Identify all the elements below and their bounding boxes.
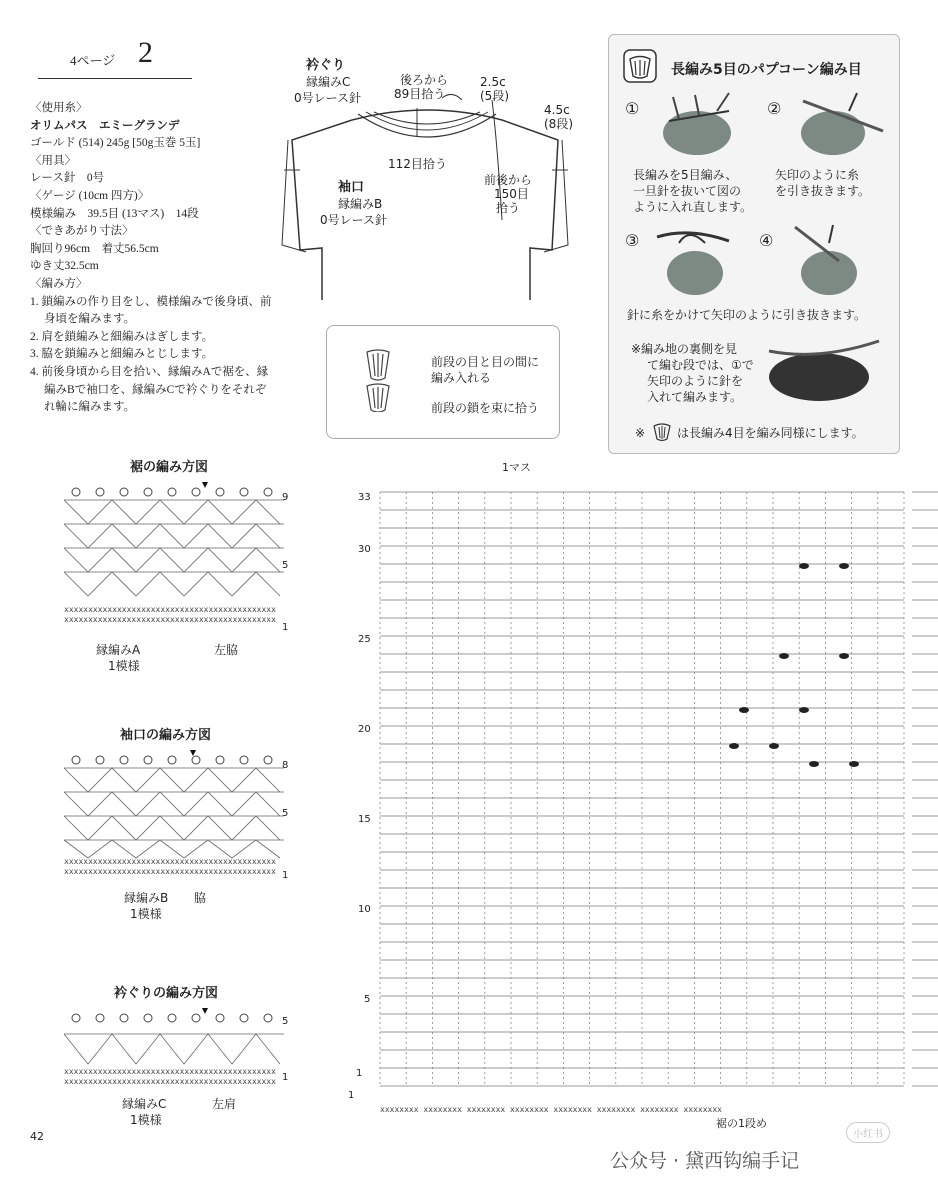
materials-line: 〈編み方〉 [30,277,88,290]
fb-pick-verb: 拾う [496,201,521,215]
svg-text:xxxxxxxxxxxxxxxxxxxxxxxxxxxxxx: xxxxxxxxxxxxxxxxxxxxxxxxxxxxxxxxxxxxxxxxxxxx [64,857,276,866]
popcorn-mark [799,563,809,569]
materials-line: レース針 0号 [30,172,105,185]
step34-text: 針に糸をかけて矢印のように引き抜きます。 [627,308,867,322]
instruction-step: 3. 脇を鎖編みと細編みとじします。 [30,348,214,361]
cuff-chart-diagram [60,746,310,886]
cuff-chart-title: 袖口の編み方図 [120,728,212,743]
hem-row-9: 9 [282,492,289,503]
instruction-step: 2. 肩を鎖編みと細編みはぎします。 [30,330,214,343]
note-text-4: 入れて編みます。 [647,390,743,404]
materials-line: 〈用具〉 [30,154,76,167]
popcorn-step1-illustration [649,91,745,161]
neck-repeat-label: 1模様 [130,1113,162,1127]
neck-chart-title: 衿ぐりの編み方図 [114,986,219,1001]
legend-item-1a: 前段の目と目の間に [431,355,540,369]
step-number-4: ④ [759,231,774,250]
row-label-15: 15 [358,814,371,825]
hem-first-row-label: 裾の1段め [716,1117,767,1130]
svg-text:xxxxxxxxxxxxxxxxxxxxxxxxxxxxxx: xxxxxxxxxxxxxxxxxxxxxxxxxxxxxxxxxxxxxxxxxxxx [64,615,276,624]
popcorn-step2-illustration [789,91,885,161]
page-number-large: 2 [138,36,153,69]
step1-text-2: 一旦針を抜いて図の [633,184,742,198]
materials-line: 〈できあがり寸法〉 [30,225,134,238]
back-pick-count: 89目拾う [394,87,446,101]
fb-pick-label: 前後から [484,173,533,187]
back-pick-label: 後ろから [400,73,449,87]
cuff-edge-label: 縁編みB [124,891,169,905]
body-chart-grid [344,480,938,1120]
cuff-side-label: 脇 [194,891,207,905]
fb-pick-count: 150目 [494,187,529,201]
popcorn-step4-illustration [789,223,885,299]
row-label-20: 20 [358,724,371,735]
svg-text:xxxxxxxxxxxxxxxxxxxxxxxxxxxxxx: xxxxxxxxxxxxxxxxxxxxxxxxxxxxxxxxxxxxxxxxxxxx [64,867,276,876]
materials-line: オリムパス エミーグランデ [30,119,180,132]
popcorn-mark [839,653,849,659]
cuff-title: 袖口 [338,180,365,195]
hem-row-1: 1 [282,622,289,633]
watermark-stamp: 小红书 [846,1122,890,1143]
row-label-1-base: 1 [348,1090,355,1101]
garment-schematic [262,40,592,310]
materials-line: 模様編み 39.5目 (13マス) 14段 [30,207,199,220]
legend-item-1b: 編み入れる [431,371,492,385]
materials-line: 胸回り96cm 着丈56.5cm [30,242,159,255]
row-label-1: 1 [356,1068,363,1079]
hem-chart-title: 裾の編み方図 [130,460,209,475]
note-text-3: 矢印のように針を [647,374,744,388]
popcorn-mark [849,761,859,767]
dim-2-5: 2.5c [480,75,506,89]
neck-edge-label: 縁編みC [122,1097,167,1111]
footnote-mark: ※ [635,426,646,440]
svg-text:xxxxxxxxxxxxxxxxxxxxxxxxxxxxxx: xxxxxxxxxxxxxxxxxxxxxxxxxxxxxxxxxxxxxxxxxxxx [64,605,276,614]
dc4-popcorn-icon [651,421,673,443]
dim-4-5: 4.5c [544,103,570,117]
popcorn-step3-illustration [649,223,745,299]
watermark: 公众号 · 黛西钩编手记 [610,1150,800,1172]
cuff-repeat-label: 1模様 [130,907,162,921]
materials-line: ゴールド (514) 245g [50g玉巻 5玉] [30,137,201,150]
neck-chart-diagram [60,1004,310,1094]
page-header [38,38,192,79]
note-text-1: ※編み地の裏側を見 [631,342,738,356]
row-label-30: 30 [358,544,371,555]
step1-text-3: ように入れ直します。 [633,200,753,214]
hem-repeat-label: 1模様 [108,659,140,673]
page-number: 42 [30,1130,44,1143]
svg-text:xxxxxxxxxxxxxxxxxxxxxxxxxxxxxx: xxxxxxxxxxxxxxxxxxxxxxxxxxxxxxxxxxxxxxxxxxxx [64,1067,276,1076]
instruction-step: 1. 鎖編みの作り目をし、模様編みで後身頃、前身頃を編みます。 [30,295,272,326]
neck-edge-label: 縁編みC [306,75,351,89]
neck-title: 衿ぐり [306,58,346,73]
popcorn-mark [769,743,779,749]
one-mesh-label: 1マス [502,461,531,474]
step1-text-1: 長編みを5目編み、 [633,168,738,182]
row-label-25: 25 [358,634,371,645]
materials-line: ゆき丈32.5cm [30,260,99,273]
cuff-row-1: 1 [282,870,289,881]
popcorn-mark [799,707,809,713]
step-number-2: ② [767,99,782,118]
row-label-5: 5 [364,994,371,1005]
note-text-2: て編む段では、①で [647,358,754,372]
popcorn-mark [739,707,749,713]
step2-text-1: 矢印のように糸 [775,168,860,182]
row-label-10: 10 [358,904,371,915]
materials-line: 〈ゲージ (10cm 四方)〉 [30,189,150,202]
popcorn-mark [729,743,739,749]
dim-8-rows: (8段) [544,117,573,131]
hem-side-label: 左脇 [214,643,239,657]
hem-chart-diagram [60,478,310,638]
neck-side-label: 左肩 [212,1097,237,1111]
materials-line: 〈使用糸〉 [30,102,88,114]
page-label: 4ページ [70,53,116,68]
stitch-symbol-icon [363,348,393,412]
step2-text-2: を引き抜きます。 [775,184,871,198]
cuff-hook-label: 0号レース針 [320,213,388,227]
popcorn-title: 長編み5目のパプコーン編み目 [671,62,862,78]
row-label-33: 33 [358,492,371,503]
base-sc-row: xxxxxxxx xxxxxxxx xxxxxxxx xxxxxxxx xxxxxxxx xxxxxxxx xxxxxxxx xxxxxxxx [380,1105,722,1114]
dim-5-rows: (5段) [480,89,509,103]
instruction-step: 4. 前後身頃から目を拾い、縁編みAで裾を、縁編みBで袖口を、縁編みCで衿ぐりをそれぞれ輪に編みます。 [30,365,269,414]
popcorn-mark [839,563,849,569]
popcorn-reverse-illustration [759,331,889,411]
symbol-legend [326,325,560,439]
step-number-3: ③ [625,231,640,250]
hem-row-5: 5 [282,560,289,571]
pick-112: 112目拾う [388,157,447,171]
popcorn-mark [809,761,819,767]
footnote-text: は長編み4目を編み同様にします。 [677,426,864,440]
cuff-row-8: 8 [282,760,289,771]
cuff-edge-label: 縁編みB [338,197,383,211]
svg-text:xxxxxxxxxxxxxxxxxxxxxxxxxxxxxx: xxxxxxxxxxxxxxxxxxxxxxxxxxxxxxxxxxxxxxxxxxxx [64,1077,276,1086]
popcorn-mark [779,653,789,659]
neck-row-5: 5 [282,1016,289,1027]
popcorn-stitch-icon [623,49,657,83]
legend-item-2: 前段の鎖を束に拾う [431,401,540,415]
hem-edge-label: 縁編みA [96,643,141,657]
popcorn-stitch-box [608,34,900,454]
step-number-1: ① [625,99,640,118]
neck-row-1: 1 [282,1072,289,1083]
neck-hook-label: 0号レース針 [294,91,362,105]
cuff-row-5: 5 [282,808,289,819]
body-stitch-chart [344,460,938,1140]
